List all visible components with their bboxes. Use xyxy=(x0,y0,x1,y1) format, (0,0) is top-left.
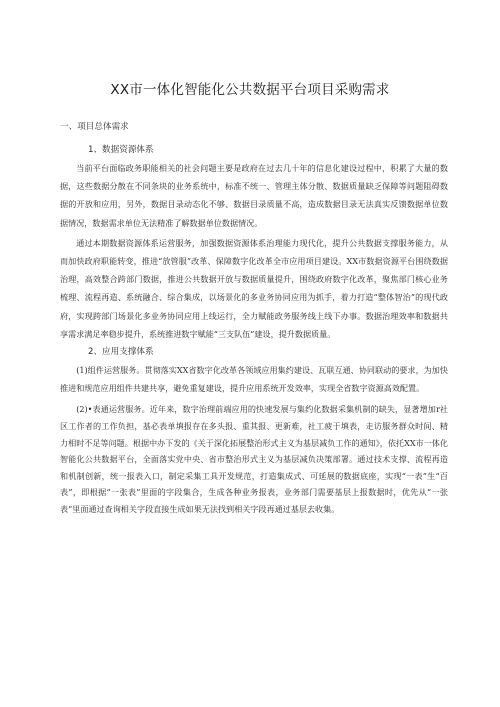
subsection-heading: 1、数据资源体系 xyxy=(88,145,154,155)
paragraph: (1)组件运营服务。贯彻落实XX省数字化改革各领域应用集约建设、瓦联互通、协同联动的要求，为加快推进和规范应用组件共建共享，避免重复建设，提升应用系统开发效率，实现全省数字资源高效配置。 xyxy=(60,365,448,394)
section-heading: 一、项目总体需求 xyxy=(60,122,129,132)
paragraph: 通过本期数据资源体系运营服务，加强数据资源体系治理能力现代化，提升公共数据支撑服务能力，从而加快政府职能转变，推进“放管服”改革、保障数字化改革全市应用项目建设。XX市数据资源平台围绕数据治理，高效整合跨部门数据，推进公共数据开放与数据质量提升，围绕政府数字化改革，聚焦部门核心业务梳理、流程再造、系统融合、综合集成，以场景化的多业务协同应用为抓手，着力打造“整体智治”的现代政府，实现跨部门场景化多业务协同应用上线运行，全力赋能政务服务线上线下办事。数据治理效率和数据共享需求满足率稳步提升，系统推进数字赋能“三支队伍”建设，提升数据质量。 xyxy=(60,237,448,339)
paragraph: (2)•表通运营服务。近年来，数字治理前端应用的快速发展与集约化数据采集机制的缺失，显著增加r社区工作者的工作负担，基必表单填报存在多头报、重其报、更新难，社工疲于填表，走访服务群众时间、精力相时不足等问题。根据中办下发的《关于深化拓展整治形式主义为基层减负工作的通知》，依托XX市一体化智能化公共数据平台，全面落实党中央、省市整治形式主义为基层减负决策部署。通过技术支撑、流程再造和机制创新，统一报表入口，制定采集工具开发规范，打造集成式、可延展的数据底座，实现“一表”生“百表”，即根据“一张表”里面的字段集合，生成各种业务报表，业务部门需要基层上报数据时，优先从“一张表”里面通过查询相关字段直接生成如果无法找到相关字段再通过基层去收集。 xyxy=(60,404,448,514)
document-body xyxy=(60,120,448,520)
paragraph: 当前平台面临政务职能相关的社会问题主要是政府在过去几十年的信息化建设过程中，积累了大量的数据，这些数据分散在不同条块的业务系统中，标准不统一、管理主体分散、数据质量缺乏保障等问题阻碍数据的开放和应用，另外，数据目录动态化不够、数据目录质量不高，造成数据目录无法真实反馈数据单位数据情况，数据需求单位无法精准了解数据单位数据情况。 xyxy=(60,163,448,228)
document-title: XX市一体化智能化公共数据平台项目采购需求 xyxy=(110,82,390,98)
subsection-heading: 2、应用支撑体系 xyxy=(88,347,154,358)
